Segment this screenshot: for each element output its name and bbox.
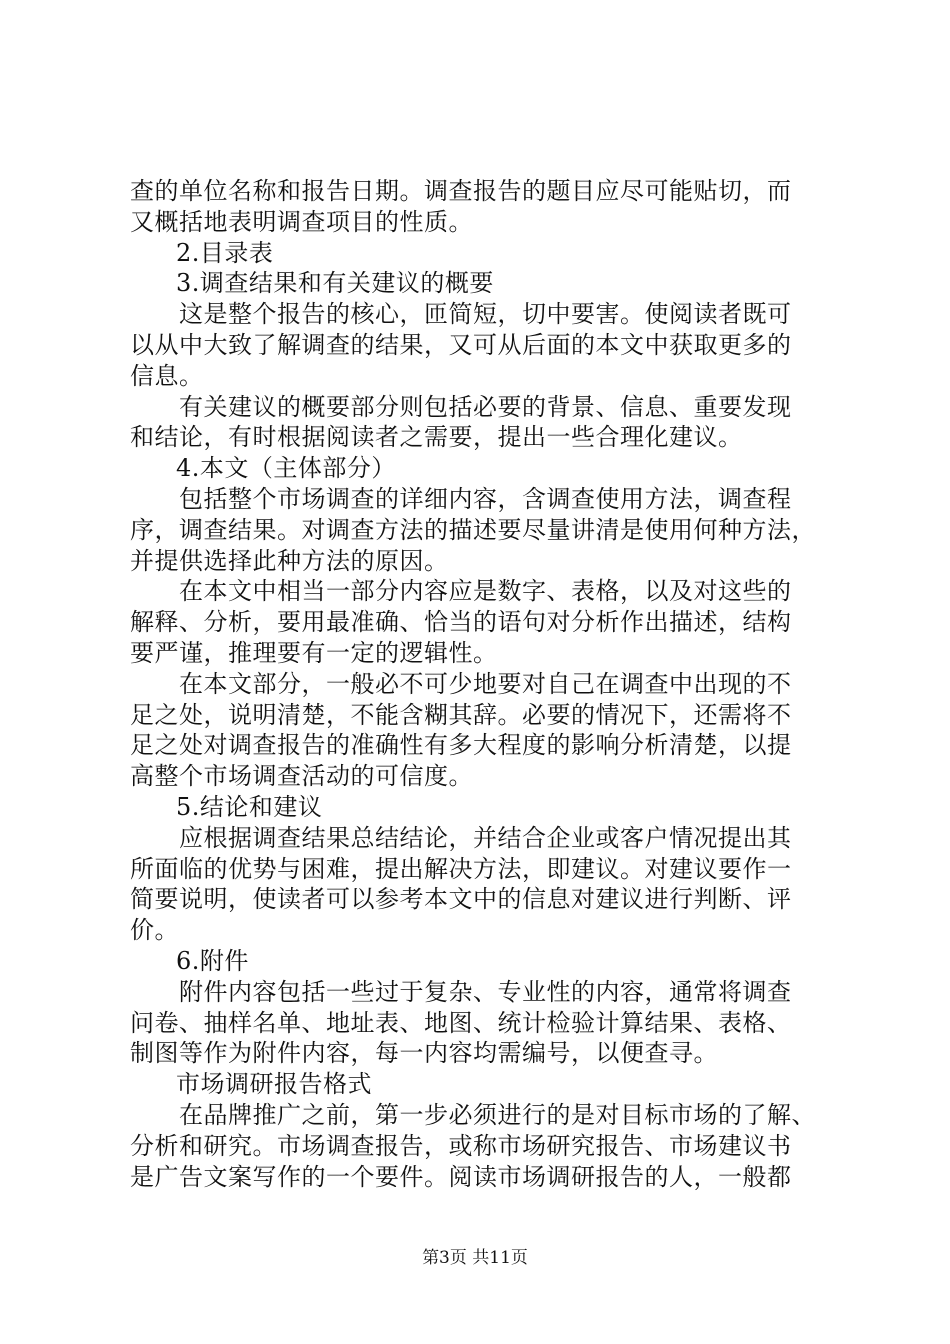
- section-heading: 6.附件: [176, 946, 249, 975]
- text-line: 分析和研究。市场调查报告，或称市场研究报告、市场建议书: [130, 1131, 792, 1160]
- text-line: 这是整个报告的核心，匝简短，切中要害。使阅读者既可: [179, 300, 792, 329]
- text-line: 在本文中相当一部分内容应是数字、表格，以及对这些的: [179, 577, 792, 606]
- text-line: 在品牌推广之前，第一步必须进行的是对目标市场的了解、: [179, 1100, 816, 1129]
- text-line: 包括整个市场调查的详细内容，含调查使用方法，调查程: [179, 484, 792, 513]
- section-heading: 3.调查结果和有关建议的概要: [176, 269, 494, 298]
- text-line: 以从中大致了解调查的结果，又可从后面的本文中获取更多的: [130, 330, 792, 359]
- text-line: 有关建议的概要部分则包括必要的背景、信息、重要发现: [179, 392, 792, 421]
- text-line: 足之处对调查报告的准确性有多大程度的影响分析清楚，以提: [130, 731, 792, 760]
- section-heading: 5.结论和建议: [176, 792, 323, 821]
- text-line: 又概括地表明调查项目的性质。: [130, 207, 473, 236]
- text-line: 高整个市场调查活动的可信度。: [130, 762, 473, 791]
- text-line: 所面临的优势与困难，提出解决方法，即建议。对建议要作一: [130, 854, 792, 883]
- text-line: 价。: [130, 916, 179, 945]
- section-heading: 市场调研报告格式: [176, 1070, 372, 1099]
- text-line: 在本文部分，一般必不可少地要对自己在调查中出现的不: [179, 669, 792, 698]
- text-line: 是广告文案写作的一个要件。阅读市场调研报告的人，一般都: [130, 1162, 792, 1191]
- text-line: 要严谨，推理要有一定的逻辑性。: [130, 638, 498, 667]
- text-line: 附件内容包括一些过于复杂、专业性的内容，通常将调查: [179, 977, 792, 1006]
- text-line: 和结论，有时根据阅读者之需要，提出一些合理化建议。: [130, 423, 743, 452]
- section-heading: 4.本文（主体部分）: [176, 454, 396, 483]
- text-line: 简要说明，使读者可以参考本文中的信息对建议进行判断、评: [130, 885, 792, 914]
- text-line: 应根据调查结果总结结论，并结合企业或客户情况提出其: [179, 823, 792, 852]
- text-line: 足之处，说明清楚，不能含糊其辞。必要的情况下，还需将不: [130, 700, 792, 729]
- text-line: 并提供选择此种方法的原因。: [130, 546, 449, 575]
- text-line: 序，调查结果。对调查方法的描述要尽量讲清是使用何种方法，: [130, 515, 816, 544]
- text-line: 制图等作为附件内容，每一内容均需编号，以便查寻。: [130, 1039, 718, 1068]
- text-line: 查的单位名称和报告日期。调查报告的题目应尽可能贴切，而: [130, 177, 792, 205]
- page-footer: 第3页 共11页: [422, 1248, 528, 1268]
- document-body: [130, 176, 830, 1192]
- text-line: 信息。: [130, 361, 204, 390]
- section-heading: 2.目录表: [176, 238, 274, 267]
- text-line: 问卷、抽样名单、地址表、地图、统计检验计算结果、表格、: [130, 1008, 792, 1037]
- text-line: 解释、分析，要用最准确、恰当的语句对分析作出描述，结构: [130, 608, 792, 637]
